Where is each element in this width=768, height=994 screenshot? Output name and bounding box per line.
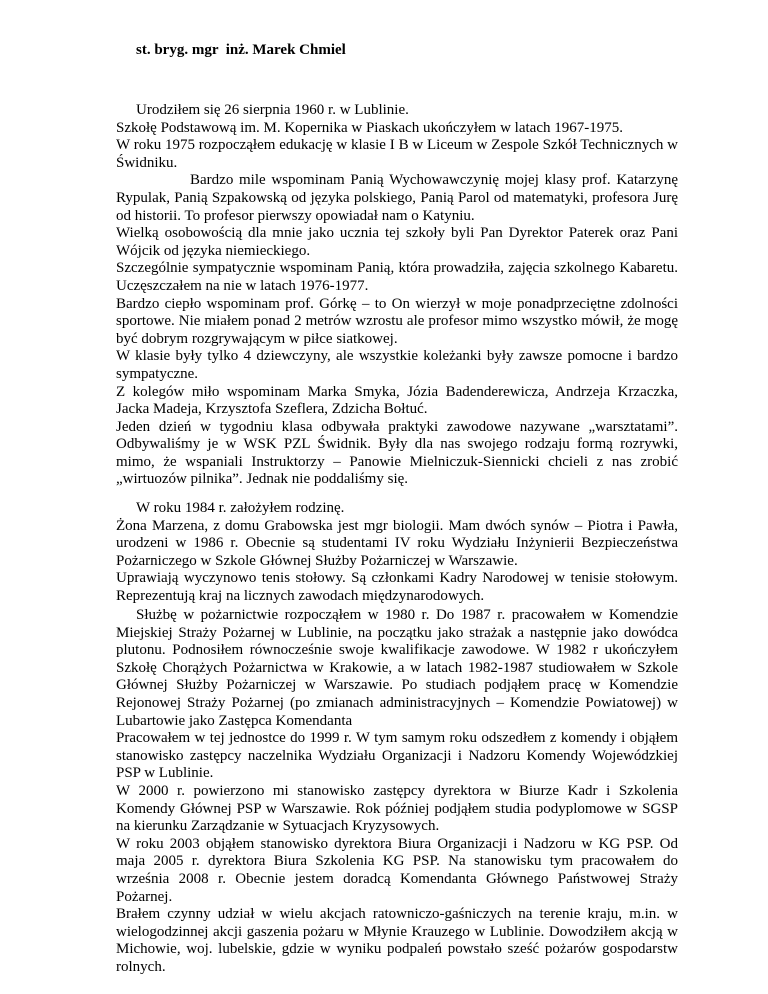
biography-section [116, 102, 678, 489]
paragraph: Żona Marzena, z domu Grabowska jest mgr biologii. Mam dwóch synów – Piotra i Pawła, urodzeni w 1986 r. Obecnie są studentami IV roku Wydziału Inżynierii Bezpieczeństwa Pożarniczego w Szkole Głównej Służby Pożarniczej w Warszawie. [116, 517, 678, 569]
paragraph: Uprawiają wyczynowo tenis stołowy. Są członkami Kadry Narodowej w tenisie stołowym. Reprezentują kraj na licznych zawodach międzynarodowych. [116, 570, 678, 604]
paragraph: Bardzo ciepło wspominam prof. Górkę – to On wierzył w moje ponadprzeciętne zdolności sportowe. Nie miałem ponad 2 metrów wzrostu ale profesor mimo wszystko mówił, że mogę być dobrym rozgrywającym w piłce siatkowej. [116, 295, 678, 347]
paragraph: Pracowałem w tej jednostce do 1999 r. W tym samym roku odszedłem z komendy i objąłem stanowisko zastępcy naczelnika Wydziału Organizacji i Nadzoru Komendy Wojewódzkiej PSP w Lublinie. [116, 730, 678, 782]
paragraph: Wielką osobowością dla mnie jako ucznia tej szkoły byli Pan Dyrektor Paterek oraz Pani Wójcik od języka niemieckiego. [116, 225, 678, 259]
paragraph: Szczególnie sympatycznie wspominam Panią, która prowadziła, zajęcia szkolnego Kabaretu. Uczęszczałem na nie w latach 1976-1977. [116, 260, 678, 294]
family-section [116, 500, 678, 606]
paragraph: Służbę w pożarnictwie rozpocząłem w 1980 r. Do 1987 r. pracowałem w Komendzie Miejskiej Straży Pożarnej w Lublinie, na początku jako strażak a następnie jako dowódca plutonu. Podnosiłem równocześnie swoje kwalifikacje zawodowe. W 1982 r ukończyłem Szkołę Chorążych Pożarnictwa w Krakowie, a w latach 1982-1987 studiowałem w Szkole Głównej Służby Pożarniczej w Warszawie. Po studiach podjąłem pracę w Komendzie Rejonowej Straży Pożarnej (po zmianach administracyjnych – Komendzie Powiatowej) w Lubartowie jako Zastępca Komendanta [116, 607, 678, 729]
paragraph: Szkołę Podstawową im. M. Kopernika w Piaskach ukończyłem w latach 1967-1975. [116, 119, 623, 136]
paragraph: W roku 1984 r. założyłem rodzinę. [136, 500, 345, 516]
career-section [116, 607, 678, 976]
paragraph: W roku 1975 rozpocząłem edukację w klasie I B w Liceum w Zespole Szkół Technicznych w Świdniku. [116, 137, 678, 171]
paragraph: Bardzo mile wspominam Panią Wychowawczynię mojej klasy prof. Katarzynę Rypulak, Panią Szpakowską od języka polskiego, Panią Parol od matematyki, profesora Jurę od historii. To profesor pierwszy opowiadał nam o Katyniu. [116, 172, 678, 224]
paragraph: W 2000 r. powierzono mi stanowisko zastępcy dyrektora w Biurze Kadr i Szkolenia Komendy Głównej PSP w Warszawie. Rok później podjąłem studia podyplomowe w SGSP na kierunku Zarządzanie w Sytuacjach Kryzysowych. [116, 782, 678, 835]
paragraph: Urodziłem się 26 sierpnia 1960 r. w Lublinie. [136, 102, 409, 118]
paragraph: Z kolegów miło wspominam Marka Smyka, Józia Badenderewicza, Andrzeja Krzaczka, Jacka Madeja, Krzysztofa Szeflera, Zdzicha Bołtuć. [116, 383, 678, 418]
document-title: st. bryg. mgr inż. Marek Chmiel [136, 42, 346, 58]
paragraph: Jeden dzień w tygodniu klasa odbywała praktyki zawodowe nazywane „warsztatami”. Odbywaliśmy je w WSK PZL Świdnik. Były dla nas swojego rodzaju formą rozrywki, mimo, że wspaniali Instruktorzy – Panowie Mielniczuk-Siennicki chcieli z nas zrobić „wirtuozów pilnika”. Jednak nie poddaliśmy się. [116, 418, 678, 488]
paragraph: W roku 2003 objąłem stanowisko dyrektora Biura Organizacji i Nadzoru w KG PSP. Od maja 2005 r. dyrektora Biura Szkolenia KG PSP. Na stanowisku tym pracowałem do września 2008 r. Obecnie jestem doradcą Komendanta Głównego Państwowej Straży Pożarnej. [116, 835, 678, 905]
paragraph: Brałem czynny udział w wielu akcjach ratowniczo-gaśniczych na terenie kraju, m.in. w wielogodzinnej akcji gaszenia pożaru w Młynie Krauzego w Lublinie. Dowodziłem akcją w Michowie, woj. lubelskie, gdzie w wyniku podpaleń powstało sześć pożarów gospodarstw rolnych. [116, 906, 678, 975]
paragraph: W klasie były tylko 4 dziewczyny, ale wszystkie koleżanki były zawsze pomocne i bardzo sympatyczne. [116, 348, 678, 382]
